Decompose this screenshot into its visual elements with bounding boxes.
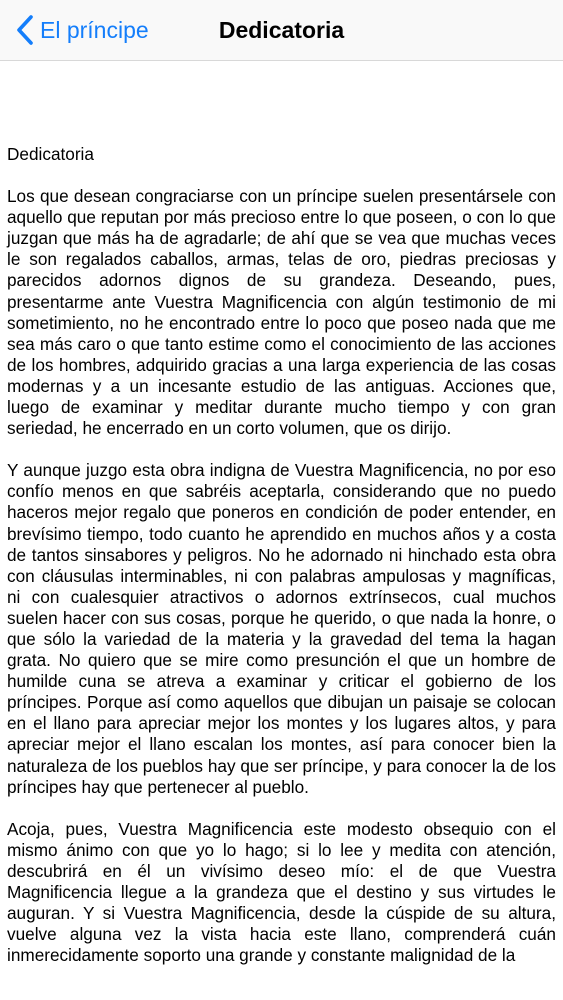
navigation-bar [0, 0, 563, 61]
chapter-text [7, 144, 556, 987]
page-title: Dedicatoria [218, 17, 345, 43]
paragraph: Y aunque juzgo esta obra indigna de Vuestra Magnificencia, no por eso confío menos en que sabréis aceptarla, considerando que no puedo haceros mejor regalo que poneros en condición de poder entender, en brevísimo tiempo, todo cuanto he aprendido en muchos años y a costa de tantos sinsabores y peligros. No he adornado ni hinchado esta obra con cláusulas interminables, ni con palabras ampulosas y magníficas, ni con cualesquier atractivos o adornos extrínsecos, cual muchos suelen hacer con sus cosas, porque he querido, o que nada la honre, o que sólo la variedad de la materia y la gravedad del tema la hagan grata. No quiero que se mire como presunción el que un hombre de humilde cuna se atreva a examinar y criticar el gobierno de los príncipes. Porque así como aquellos que dibujan un paisaje se colocan en el llano para apreciar mejor los montes y los lugares altos, y para apreciar mejor el llano escalan los montes, así para conocer bien la naturaleza de los pueblos hay que ser príncipe, y para conocer la de los príncipes hay que pertenecer al pueblo. [7, 460, 556, 797]
paragraph: Acoja, pues, Vuestra Magnificencia este modesto obsequio con el mismo ánimo con que yo lo hago; si lo lee y medita con atención, descubrirá en él un vivísimo deseo mío: el de que Vuestra Magnificencia llegue a la grandeza que el destino y sus virtudes le auguran. Y si Vuestra Magnificencia, desde la cúspide de su altura, vuelve alguna vez la vista hacia este llano, comprenderá cuán inmerecidamente soporto una grande y constante malignidad de la [7, 818, 556, 966]
chapter-heading: Dedicatoria [7, 144, 94, 164]
paragraph: Los que desean congraciarse con un príncipe suelen presentársele con aquello que reputan por más precioso entre lo que poseen, o con lo que juzgan que más ha de agradarle; de ahí que se vea que muchas veces le son regalados caballos, armas, telas de oro, piedras preciosas y parecidos adornos dignos de su grandeza. Deseando, pues, presentarme ante Vuestra Magnificencia con algún testimonio de mi sometimiento, no he encontrado entre lo poco que poseo nada que me sea más caro o que tanto estime como el conocimiento de las acciones de los hombres, adquirido gracias a una larga experiencia de las cosas modernas y a un incesante estudio de las antiguas. Acciones que, luego de examinar y meditar durante mucho tiempo y con gran seriedad, he encerrado en un corto volumen, que os dirijo. [7, 186, 556, 439]
back-button-label: El príncipe [40, 17, 149, 43]
